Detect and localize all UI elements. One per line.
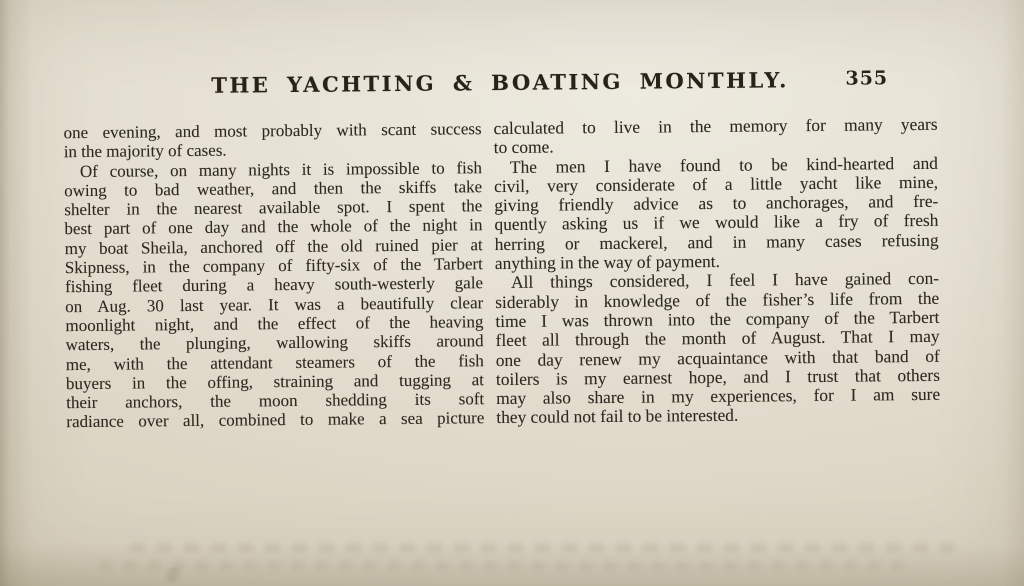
text-line: Of course, on many nights it is impossible to fish [79, 157, 483, 181]
text-line: The men I have found to be kind-hearted and [509, 152, 939, 177]
text-line: they could not fail to be interested. [496, 405, 739, 428]
text-line: in the majority of cases. [63, 140, 227, 162]
text-line: one day renew my acquaintance with that band of [495, 345, 940, 370]
text-line: owing to bad weather, and then the skiffs take [64, 177, 483, 201]
text-columns [63, 115, 940, 432]
page-header [63, 66, 937, 102]
text-line: waters, the plunging, wallowing skiffs around [65, 331, 484, 355]
text-line: buyers in the offing, straining and tugging at [65, 370, 485, 394]
text-line: fishing fleet during a heavy south-westerly gale [64, 273, 484, 297]
text-line: time I was thrown into the company of the Tarbert [495, 306, 940, 332]
text-line: anything in the way of payment. [494, 250, 721, 274]
text-line: toilers is my earnest hope, and I trust that others [495, 364, 941, 389]
text-line: radiance over all, combined to make a sea picture [66, 408, 485, 432]
right-column [493, 115, 940, 428]
text-line: calculated to live in the memory for many years [493, 113, 938, 139]
text-line: best part of one day and the whole of the night in [64, 215, 483, 239]
reverse-side-showthrough [130, 543, 954, 552]
text-line: giving friendly advice as to anchorages, and fre- [494, 190, 939, 216]
text-line: quently asking us if we would like a fry of fresh [494, 210, 939, 235]
text-line: herring or mackerel, and in many cases refusing [494, 229, 939, 254]
text-line: their anchors, the moon shedding its soft [66, 389, 485, 413]
left-column [63, 119, 484, 432]
reverse-side-showthrough [100, 562, 904, 570]
text-line: All things considered, I feel I have gained con- [510, 268, 940, 293]
text-line: may also share in my experiences, for I am sure [496, 383, 941, 409]
text-line: me, with the attendant steamers of the fish [65, 350, 484, 374]
text-line: Skipness, in the company of fifty-six of the Tarbert [64, 254, 483, 278]
text-line: on Aug. 30 last year. It was a beautifully clear [65, 292, 484, 316]
text-line: my boat Sheila, anchored off the old ruined pier at [64, 234, 483, 258]
page-title: THE YACHTING & BOATING MONTHLY. [211, 67, 790, 98]
text-line: siderably in knowledge of the fisher’s life from the [495, 287, 940, 312]
paper-crease [128, 568, 218, 582]
text-line: one evening, and most probably with scant success [63, 119, 482, 143]
text-line: moonlight night, and the effect of the heaving [65, 312, 484, 336]
text-line: shelter in the nearest available spot. I spent the [64, 196, 483, 220]
text-line: fleet all through the month of August. That I may [495, 326, 940, 351]
text-line: civil, very considerate of a little yacht like mine, [494, 171, 939, 196]
text-line: to come. [493, 136, 554, 158]
page-number: 355 [845, 67, 889, 90]
page-content [63, 66, 940, 432]
